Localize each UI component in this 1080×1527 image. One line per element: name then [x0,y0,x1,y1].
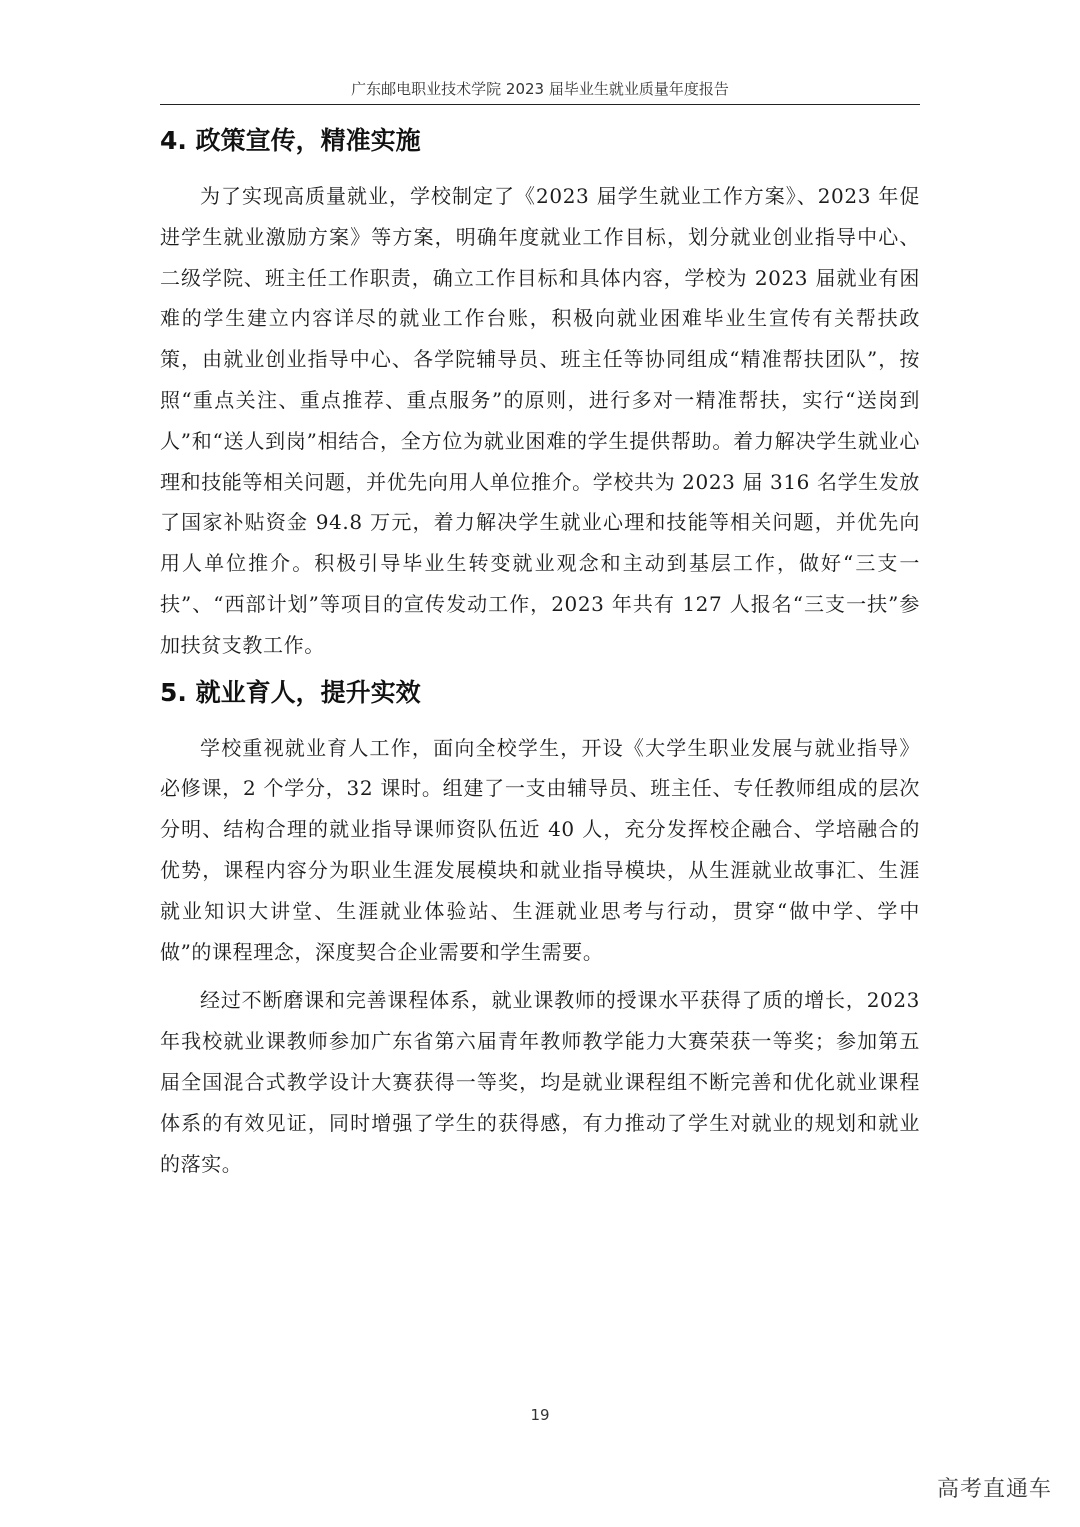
source-watermark: 高考直通车 [936,1477,1052,1502]
running-header: 广东邮电职业技术学院 2023 届毕业生就业质量年度报告 [351,80,729,98]
section-employment-education [160,670,920,1185]
section-policy-publicity [160,118,920,666]
page-content [160,118,920,1184]
page-number: 19 [530,1406,550,1424]
section-title: 4. 政策宣传，精准实施 [160,126,421,155]
paragraph: 学校重视就业育人工作，面向全校学生，开设《大学生职业发展与就业指导》必修课，2 个学分，32 课时。组建了一支由辅导员、班主任、专任教师组成的层次分明、结构合理的就业指导课师资队伍近 40 人，充分发挥校企融合、学培融合的优势，课程内容分为职业生涯发展模块和就业指导模块，从生涯就业故事汇、生涯就业知识大讲堂、生涯就业体验站、生涯就业思考与行动，贯穿“做中学、学中做”的课程理念，深度契合企业需要和学生需要。 [160,735,920,964]
paragraph: 经过不断磨课和完善课程体系，就业课教师的授课水平获得了质的增长，2023 年我校就业课教师参加广东省第六届青年教师教学能力大赛荣获一等奖；参加第五届全国混合式教学设计大赛获得一等奖，均是就业课程组不断完善和优化就业课程体系的有效见证，同时增强了学生的获得感，有力推动了学生对就业的规划和就业的落实。 [160,988,920,1176]
section-title: 5. 就业育人，提升实效 [160,677,421,707]
header-divider [160,104,920,105]
paragraph: 为了实现高质量就业，学校制定了《2023 届学生就业工作方案》、2023 年促进学生就业激励方案》等方案，明确年度就业工作目标，划分就业创业指导中心、二级学院、班主任工作职责，确立工作目标和具体内容，学校为 2023 届就业有困难的学生建立内容详尽的就业工作台账，积极向就业困难毕业生宣传有关帮扶政策，由就业创业指导中心、各学院辅导员、班主任等协同组成“精准帮扶团队”，按照“重点关注、重点推荐、重点服务”的原则，进行多对一精准帮扶，实行“送岗到人”和“送人到岗”相结合，全方位为就业困难的学生提供帮助。着力解决学生就业心理和技能等相关问题，并优先向用人单位推介。学校共为 2023 届 316 名学生发放了国家补贴资金 94.8 万元，着力解决学生就业心理和技能等相关问题，并优先向用人单位推介。积极引导毕业生转变就业观念和主动到基层工作，做好“三支一扶”、“西部计划”等项目的宣传发动工作，2023 年共有 127 人报名“三支一扶”参加扶贫支教工作。 [160,184,920,657]
